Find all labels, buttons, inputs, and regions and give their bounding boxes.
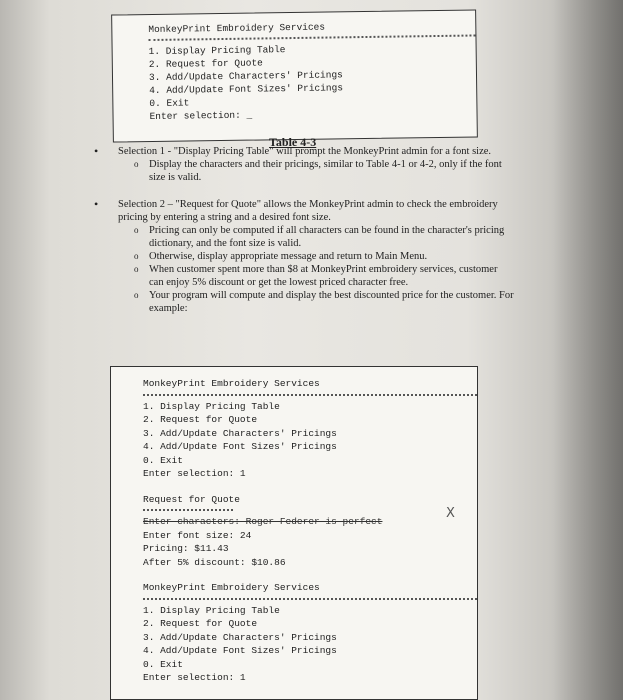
- circle-bullet-icon: o: [134, 290, 139, 300]
- bullet-item: [94, 198, 514, 224]
- menu-item: 0. Exit: [149, 97, 190, 110]
- example-menu-item: 3. Add/Update Characters' Pricings: [143, 631, 337, 643]
- circle-bullet-icon: o: [134, 159, 139, 169]
- table-caption: Table 4-3: [269, 135, 317, 149]
- handwritten-x-mark-icon: X: [446, 506, 455, 521]
- menu-item: 2. Request for Quote: [148, 57, 263, 71]
- menu-item: 3. Add/Update Characters' Pricings: [148, 69, 343, 84]
- menu-separator: [148, 34, 475, 41]
- example-separator-2: [143, 598, 477, 600]
- example-menu-item: 0. Exit: [143, 454, 183, 466]
- sub-bullet-item: [94, 158, 514, 184]
- sub-bullet-item: [94, 250, 514, 263]
- example-title-2: MonkeyPrint Embroidery Services: [143, 582, 320, 593]
- page-shadow: [553, 0, 623, 700]
- sub-bullet-text: Otherwise, display appropriate message and return to Main Menu.: [149, 251, 428, 262]
- menu-prompt: Enter selection: _: [149, 109, 253, 123]
- bullet-text: Selection 1 - "Display Pricing Table" will prompt the MonkeyPrint admin for a font size.: [118, 146, 492, 157]
- menu-item: 4. Add/Update Font Sizes' Pricings: [149, 82, 344, 97]
- example-menu-item: 4. Add/Update Font Sizes' Pricings: [143, 645, 337, 656]
- sub-bullet-item: [94, 263, 514, 289]
- example-menu-item: 1. Display Pricing Table: [143, 400, 280, 412]
- sub-bullet-text: When customer spent more than $8 at MonkeyPrint embroidery services, customer can enjoy 5% discount or get the lowest priced character free.: [149, 264, 498, 288]
- sub-bullet-item: [94, 289, 514, 315]
- circle-bullet-icon: o: [134, 251, 139, 261]
- circle-bullet-icon: o: [134, 264, 139, 274]
- sub-bullet-text: Display the characters and their pricings, similar to Table 4-1 or 4-2, only if the font size is valid.: [149, 159, 502, 183]
- bullet-list: [94, 145, 514, 315]
- circle-bullet-icon: o: [134, 225, 139, 235]
- example-menu-item: 2. Request for Quote: [143, 618, 258, 629]
- example-prompt-2: Enter selection: 1: [143, 672, 246, 683]
- characters-line: Enter characters: Roger Federer is perfect: [143, 516, 383, 527]
- menu-title: MonkeyPrint Embroidery Services: [148, 21, 326, 36]
- bullet-item: [94, 145, 514, 158]
- example-menu-item: 2. Request for Quote: [143, 414, 258, 425]
- menu-item: 1. Display Pricing Table: [148, 44, 286, 58]
- sub-bullet-item: [94, 224, 514, 250]
- bullet-dot-icon: •: [94, 197, 99, 211]
- bullet-text: Selection 2 – "Request for Quote" allows the MonkeyPrint admin to check the embroidery pricing by entering a string and a desired font size.: [118, 199, 498, 223]
- quote-title: Request for Quote: [143, 493, 240, 505]
- sub-bullet-text: Your program will compute and display the best discounted price for the customer. For example:: [149, 290, 514, 314]
- example-separator: [143, 394, 477, 396]
- font-size-line: Enter font size: 24: [143, 529, 252, 541]
- discount-line: After 5% discount: $10.86: [143, 556, 286, 568]
- example-menu-item: 1. Display Pricing Table: [143, 604, 280, 616]
- example-menu-item: 0. Exit: [143, 658, 183, 670]
- pricing-line: Pricing: $11.43: [143, 543, 229, 554]
- example-menu-item: 4. Add/Update Font Sizes' Pricings: [143, 441, 337, 452]
- example-title: MonkeyPrint Embroidery Services: [143, 378, 320, 389]
- example-console-box: [110, 366, 478, 700]
- sub-bullet-text: Pricing can only be computed if all characters can be found in the character's pricing dictionary, and the font size is valid.: [149, 225, 505, 249]
- bullet-dot-icon: •: [94, 144, 99, 158]
- menu-box-table-4-3: [111, 9, 478, 142]
- quote-separator: [143, 509, 233, 511]
- example-prompt: Enter selection: 1: [143, 468, 246, 479]
- example-menu-item: 3. Add/Update Characters' Pricings: [143, 427, 337, 439]
